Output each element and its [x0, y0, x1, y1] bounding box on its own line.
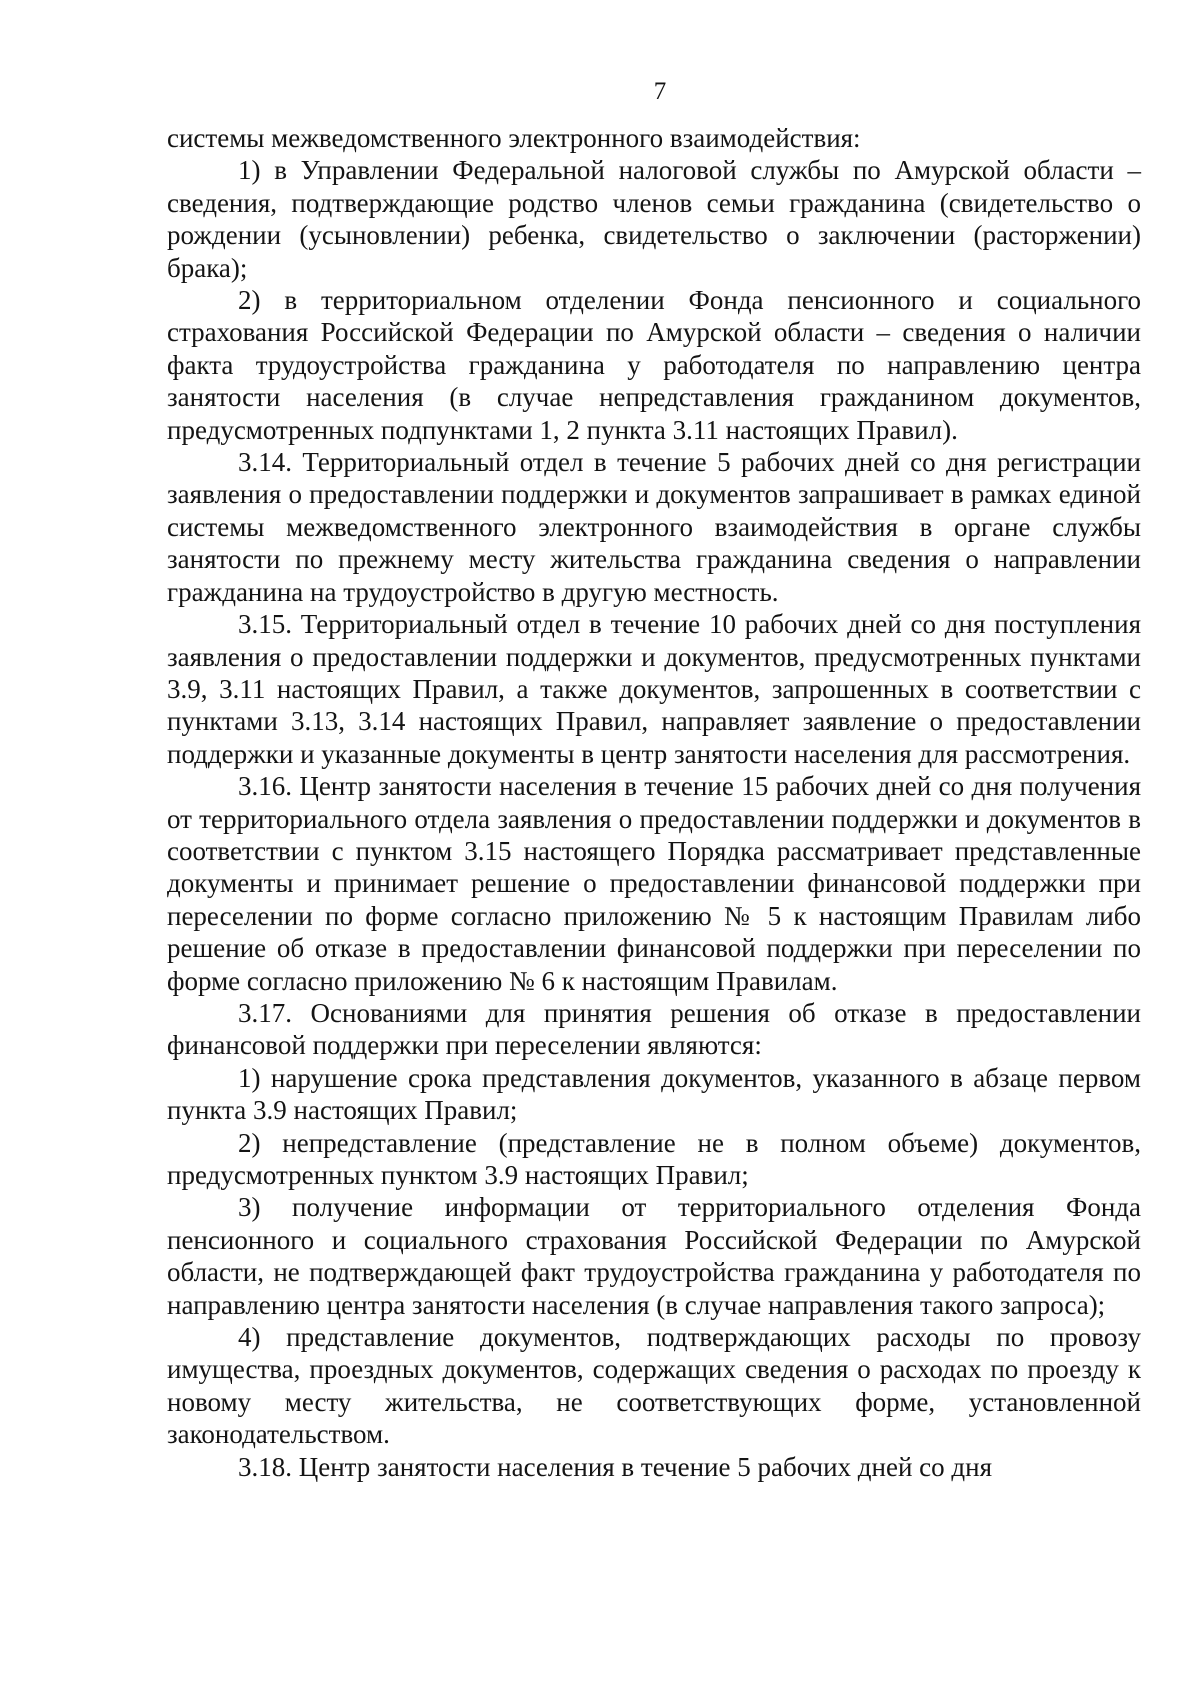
- document-body: [167, 122, 1141, 1483]
- paragraph-clause-3-18: 3.18. Центр занятости населения в течение 5 рабочих дней со дня: [238, 1451, 992, 1482]
- paragraph-refusal-ground-1: 1) нарушение срока представления документов, указанного в абзаце первом пункта 3.9 настоящих Правил;: [167, 1062, 1141, 1126]
- paragraph-refusal-ground-4: 4) представление документов, подтверждающих расходы по провозу имущества, проездных документов, содержащих сведения о расходах по проезду к новому месту жительства, не соответствующих форме, установленной законодательством.: [167, 1322, 1141, 1450]
- page-number: 7: [653, 78, 667, 105]
- paragraph-refusal-ground-2: 2) непредставление (представление не в полном объеме) документов, предусмотренных пунктом 3.9 настоящих Правил;: [167, 1127, 1141, 1190]
- paragraph-subitem-1-tax-service: 1) в Управлении Федеральной налоговой службы по Амурской области – сведения, подтверждающие родство членов семьи гражданина (свидетельство о рождении (усыновлении) ребенка, свидетельство о заключении (расторжении) брака);: [167, 155, 1141, 283]
- paragraph-clause-3-16: 3.16. Центр занятости населения в течение 15 рабочих дней со дня получения от территориального отдела заявления о предоставлении поддержки и документов в соответствии с пунктом 3.15 настоящего Порядка рассматривает представленные документы и принимает решение о предоставлении финансовой поддержки при переселении по форме согласно приложению № 5 к настоящим Правилам либо решение об отказе в предоставлении финансовой поддержки при переселении по форме согласно приложению № 6 к настоящим Правилам.: [167, 771, 1141, 996]
- paragraph-clause-3-14: 3.14. Территориальный отдел в течение 5 рабочих дней со дня регистрации заявления о предоставлении поддержки и документов запрашивает в рамках единой системы межведомственного электронного взаимодействия в органе службы занятости по прежнему месту жительства гражданина сведения о направлении гражданина на трудоустройство в другую местность.: [167, 447, 1141, 607]
- paragraph-continuation: системы межведомственного электронного взаимодействия:: [167, 123, 861, 153]
- paragraph-clause-3-17: 3.17. Основаниями для принятия решения об отказе в предоставлении финансовой поддержки при переселении являются:: [167, 997, 1141, 1061]
- paragraph-clause-3-15: 3.15. Территориальный отдел в течение 10 рабочих дней со дня поступления заявления о предоставлении поддержки и документов, предусмотренных пунктами 3.9, 3.11 настоящих Правил, а также документов, запрошенных в соответствии с пунктами 3.13, 3.14 настоящих Правил, направляет заявление о предоставлении поддержки и указанные документы в центр занятости населения для рассмотрения.: [167, 609, 1141, 769]
- paragraph-subitem-2-pension-fund: 2) в территориальном отделении Фонда пенсионного и социального страхования Российской Федерации по Амурской области – сведения о наличии факта трудоустройства гражданина у работодателя по направлению центра занятости населения (в случае непредставления гражданином документов, предусмотренных подпунктами 1, 2 пункта 3.11 настоящих Правил).: [167, 285, 1141, 445]
- paragraph-refusal-ground-3: 3) получение информации от территориального отделения Фонда пенсионного и социального страхования Российской Федерации по Амурской области, не подтверждающей факт трудоустройства гражданина у работодателя по направлению центра занятости населения (в случае направления такого запроса);: [167, 1192, 1141, 1320]
